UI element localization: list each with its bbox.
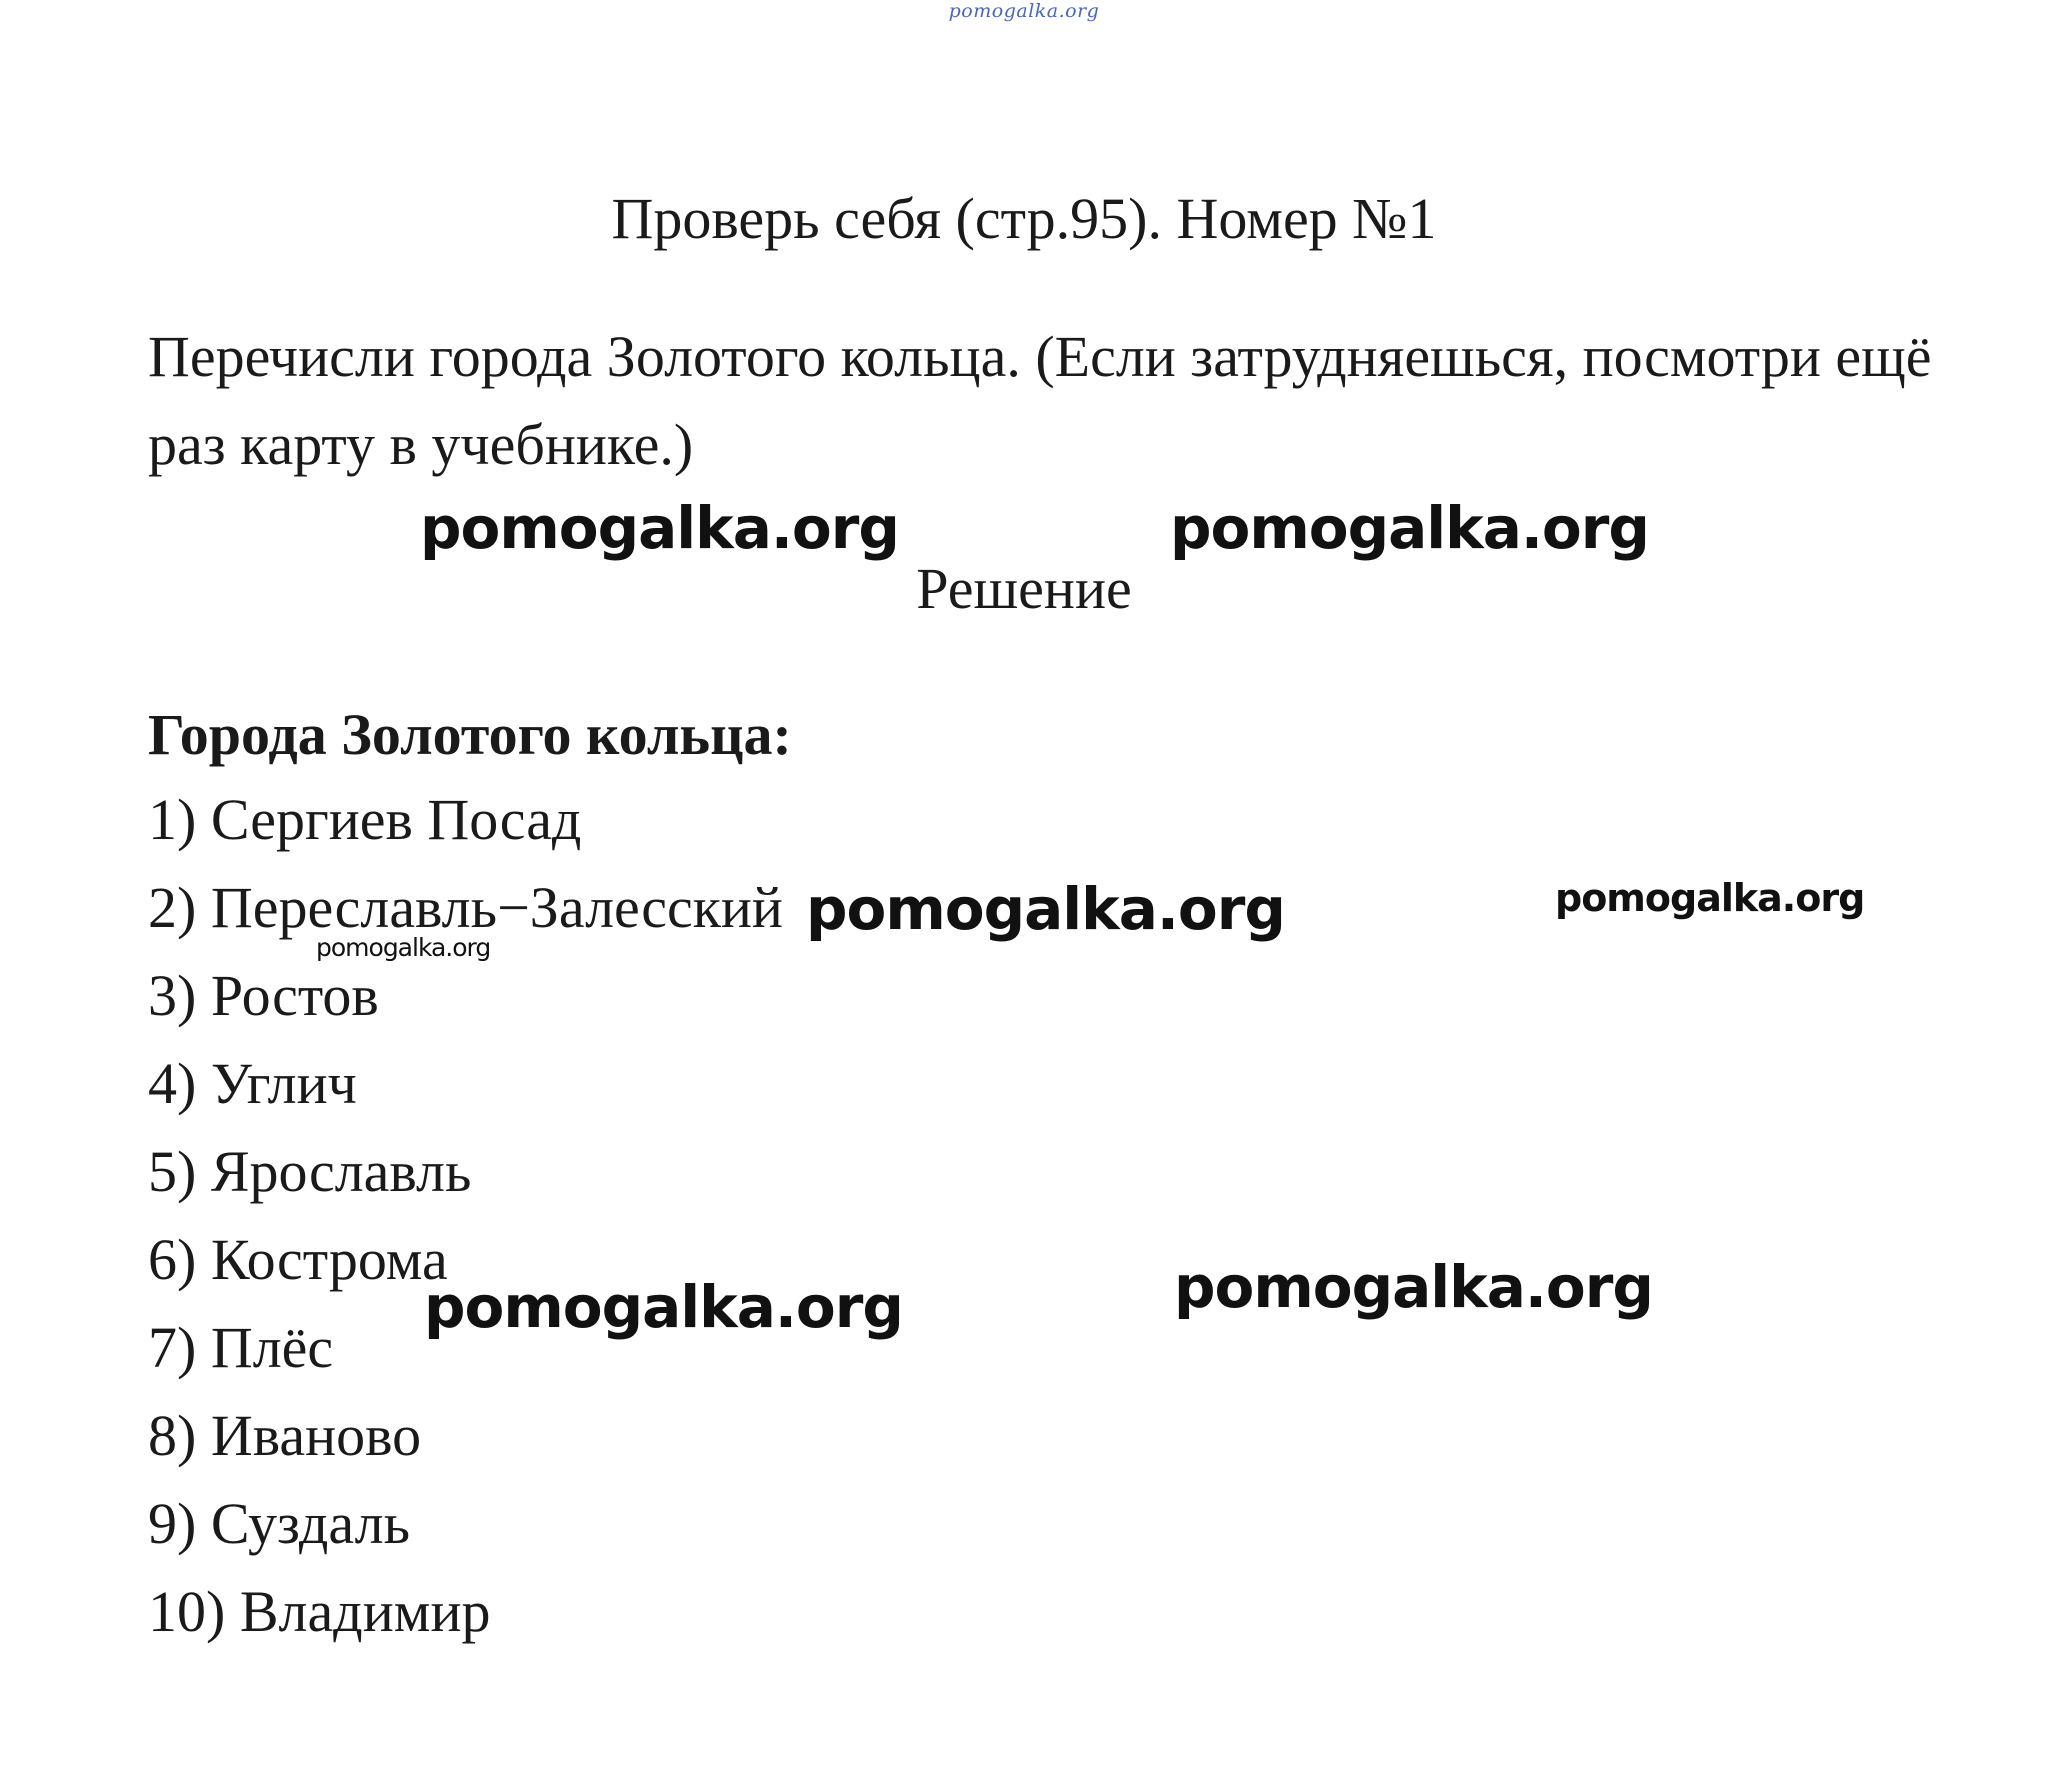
list-item: 3) Ростов [148, 963, 379, 1028]
list-item: 6) Кострома [148, 1227, 448, 1292]
list-item: 5) Ярославль [148, 1139, 472, 1204]
watermark: pomogalka.org [420, 494, 899, 562]
list-item: 8) Иваново [148, 1403, 422, 1468]
list-item: 7) Плёс [148, 1315, 334, 1380]
list-item: 4) Углич [148, 1051, 357, 1116]
list-item: 9) Суздаль [148, 1491, 411, 1556]
watermark: pomogalka.org [424, 1273, 903, 1341]
list-item: 2) Переславль−Залесский [148, 875, 783, 940]
watermark: pomogalka.org [1174, 1253, 1653, 1321]
list-item: 1) Сергиев Посад [148, 787, 582, 852]
solution-label: Решение [916, 556, 1132, 621]
top-watermark: pomogalka.org [948, 0, 1100, 22]
watermark: pomogalka.org [1170, 494, 1649, 562]
city-list [148, 785, 783, 1665]
watermark: pomogalka.org [806, 875, 1285, 943]
task-text: Перечисли города Золотого кольца. (Если затрудняешься, посмотри ещё раз карту в учебнике.) [148, 324, 1932, 477]
list-item: 10) Владимир [148, 1579, 491, 1644]
page-title: Проверь себя (стр.95). Номер №1 [611, 186, 1437, 251]
watermark: pomogalka.org [1555, 876, 1865, 920]
section-heading: Города Золотого кольца: [148, 702, 792, 767]
watermark: pomogalka.org [316, 933, 491, 962]
